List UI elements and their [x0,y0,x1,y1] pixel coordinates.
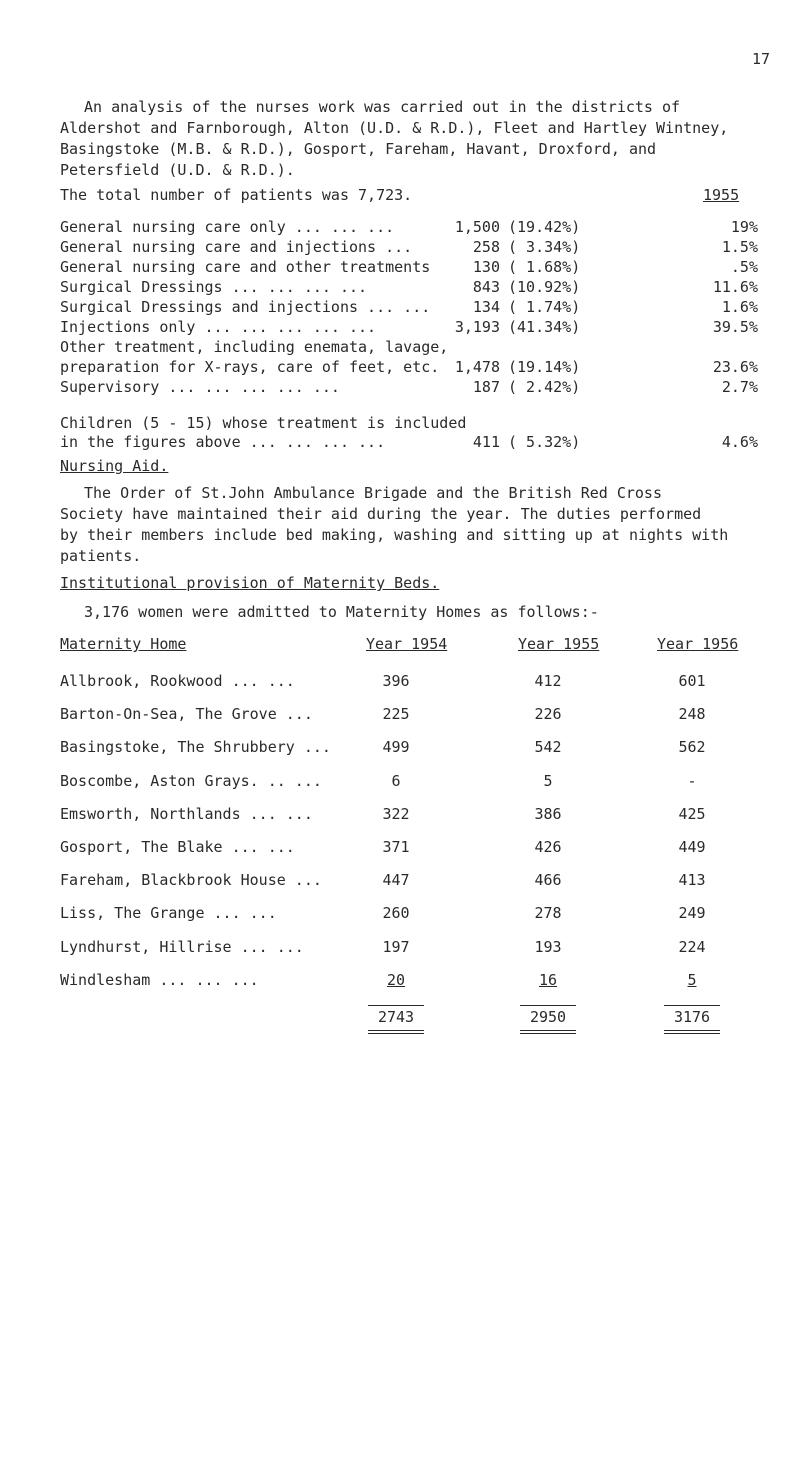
maternity-intro: 3,176 women were admitted to Maternity Homes as follows:- [84,603,599,621]
patient-row-prev: 2.7% [721,378,758,396]
double-rule [520,1030,576,1031]
double-rule [520,1033,576,1034]
page-number: 17 [752,50,771,68]
children-pct: ( 5.32%) [508,433,581,451]
maternity-1954: 260 [382,904,410,922]
maternity-1954: 447 [382,871,410,889]
patient-row-label: Surgical Dressings ... ... ... ... [60,278,368,296]
patient-row-count: 130 [472,258,500,276]
maternity-1956: 5 [687,971,697,989]
maternity-home: Fareham, Blackbrook House ... [60,871,322,889]
maternity-1954: 225 [382,705,410,723]
maternity-1956: 413 [678,871,706,889]
maternity-home: Basingstoke, The Shrubbery ... [60,738,331,756]
maternity-1954: 322 [382,805,410,823]
patient-row-pct: ( 3.34%) [508,238,581,256]
patient-row-prev: 23.6% [712,358,758,376]
patient-row-label: General nursing care only ... ... ... [60,218,395,236]
total-rule [520,1005,576,1006]
patient-row-prev: 1.5% [721,238,758,256]
maternity-1955: 193 [534,938,562,956]
maternity-1956: 425 [678,805,706,823]
patient-row-prev: .5% [730,258,758,276]
patient-row-pct: ( 2.42%) [508,378,581,396]
intro-line: Aldershot and Farnborough, Alton (U.D. & R.D.), Fleet and Hartley Wintney, [60,119,729,137]
total-1954: 2743 [377,1008,415,1026]
patient-row-pct: (10.92%) [508,278,581,296]
nursing-aid-line: Society have maintained their aid during the year. The duties performed [60,505,702,523]
maternity-1954: 396 [382,672,410,690]
maternity-home: Barton-On-Sea, The Grove ... [60,705,313,723]
maternity-1955: 412 [534,672,562,690]
children-count: 411 [472,433,500,451]
patient-row-count: 843 [472,278,500,296]
patient-row-prev: 11.6% [712,278,758,296]
maternity-home: Boscombe, Aston Grays. .. ... [60,772,322,790]
maternity-1955: 426 [534,838,562,856]
maternity-1955: 226 [534,705,562,723]
patient-row-count: 1,500 [454,218,500,236]
children-line: Children (5 - 15) whose treatment is included [60,414,467,432]
maternity-1954: 499 [382,738,410,756]
patient-row-pct: ( 1.74%) [508,298,581,316]
maternity-1956: - [687,772,697,790]
maternity-1956: 248 [678,705,706,723]
patient-row-count: 1,478 [454,358,500,376]
maternity-home: Allbrook, Rookwood ... ... [60,672,295,690]
maternity-1954: 197 [382,938,410,956]
maternity-home: Liss, The Grange ... ... [60,904,277,922]
patient-row-label: Supervisory ... ... ... ... ... [60,378,340,396]
patient-row-label: Injections only ... ... ... ... ... [60,318,377,336]
patient-row-label: preparation for X-rays, care of feet, etc. [60,358,440,376]
intro-line: An analysis of the nurses work was carried out in the districts of [84,98,681,116]
col-header-1954: Year 1954 [366,635,448,653]
maternity-1955: 16 [538,971,558,989]
patient-row-label: General nursing care and other treatments [60,258,431,276]
total-rule [664,1005,720,1006]
patient-row-label: Surgical Dressings and injections ... ... [60,298,431,316]
children-prev: 4.6% [721,433,758,451]
maternity-home: Emsworth, Northlands ... ... [60,805,313,823]
maternity-1956: 449 [678,838,706,856]
col-header-1956: Year 1956 [657,635,739,653]
maternity-home: Gosport, The Blake ... ... [60,838,295,856]
intro-line: Basingstoke (M.B. & R.D.), Gosport, Fareham, Havant, Droxford, and [60,140,657,158]
double-rule [664,1030,720,1031]
patient-row-label: General nursing care and injections ... [60,238,413,256]
total-1956: 3176 [673,1008,711,1026]
nursing-aid-line: The Order of St.John Ambulance Brigade and the British Red Cross [84,484,662,502]
double-rule [368,1033,424,1034]
maternity-1956: 601 [678,672,706,690]
col-header-1955: Year 1955 [518,635,600,653]
total-1955: 2950 [529,1008,567,1026]
patient-row-count: 187 [472,378,500,396]
patient-row-count: 3,193 [454,318,500,336]
maternity-1954: 20 [386,971,406,989]
col-header-home: Maternity Home [60,635,187,653]
maternity-1955: 542 [534,738,562,756]
patient-row-pct: (19.14%) [508,358,581,376]
maternity-1956: 562 [678,738,706,756]
patient-row-count: 134 [472,298,500,316]
total-rule [368,1005,424,1006]
maternity-1955: 386 [534,805,562,823]
patient-row-prev: 1.6% [721,298,758,316]
patient-row-count: 258 [472,238,500,256]
maternity-home: Windlesham ... ... ... [60,971,259,989]
patient-row-prev: 19% [730,218,758,236]
patient-row-pct: ( 1.68%) [508,258,581,276]
intro-line: Petersfield (U.D. & R.D.). [60,161,295,179]
double-rule [664,1033,720,1034]
patient-row-label: Other treatment, including enemata, lavage, [60,338,449,356]
maternity-1956: 224 [678,938,706,956]
nursing-aid-line: patients. [60,547,142,565]
maternity-home: Lyndhurst, Hillrise ... ... [60,938,304,956]
patient-row-pct: (19.42%) [508,218,581,236]
total-patients: The total number of patients was 7,723. [60,186,413,204]
patient-row-pct: (41.34%) [508,318,581,336]
year-heading: 1955 [703,186,740,204]
children-line: in the figures above ... ... ... ... [60,433,386,451]
maternity-1956: 249 [678,904,706,922]
maternity-1955: 278 [534,904,562,922]
maternity-1955: 466 [534,871,562,889]
nursing-aid-heading: Nursing Aid. [60,457,169,475]
patient-row-prev: 39.5% [712,318,758,336]
maternity-heading: Institutional provision of Maternity Beds. [60,574,440,592]
nursing-aid-line: by their members include bed making, washing and sitting up at nights with [60,526,729,544]
maternity-1954: 6 [391,772,401,790]
maternity-1954: 371 [382,838,410,856]
maternity-1955: 5 [543,772,553,790]
double-rule [368,1030,424,1031]
